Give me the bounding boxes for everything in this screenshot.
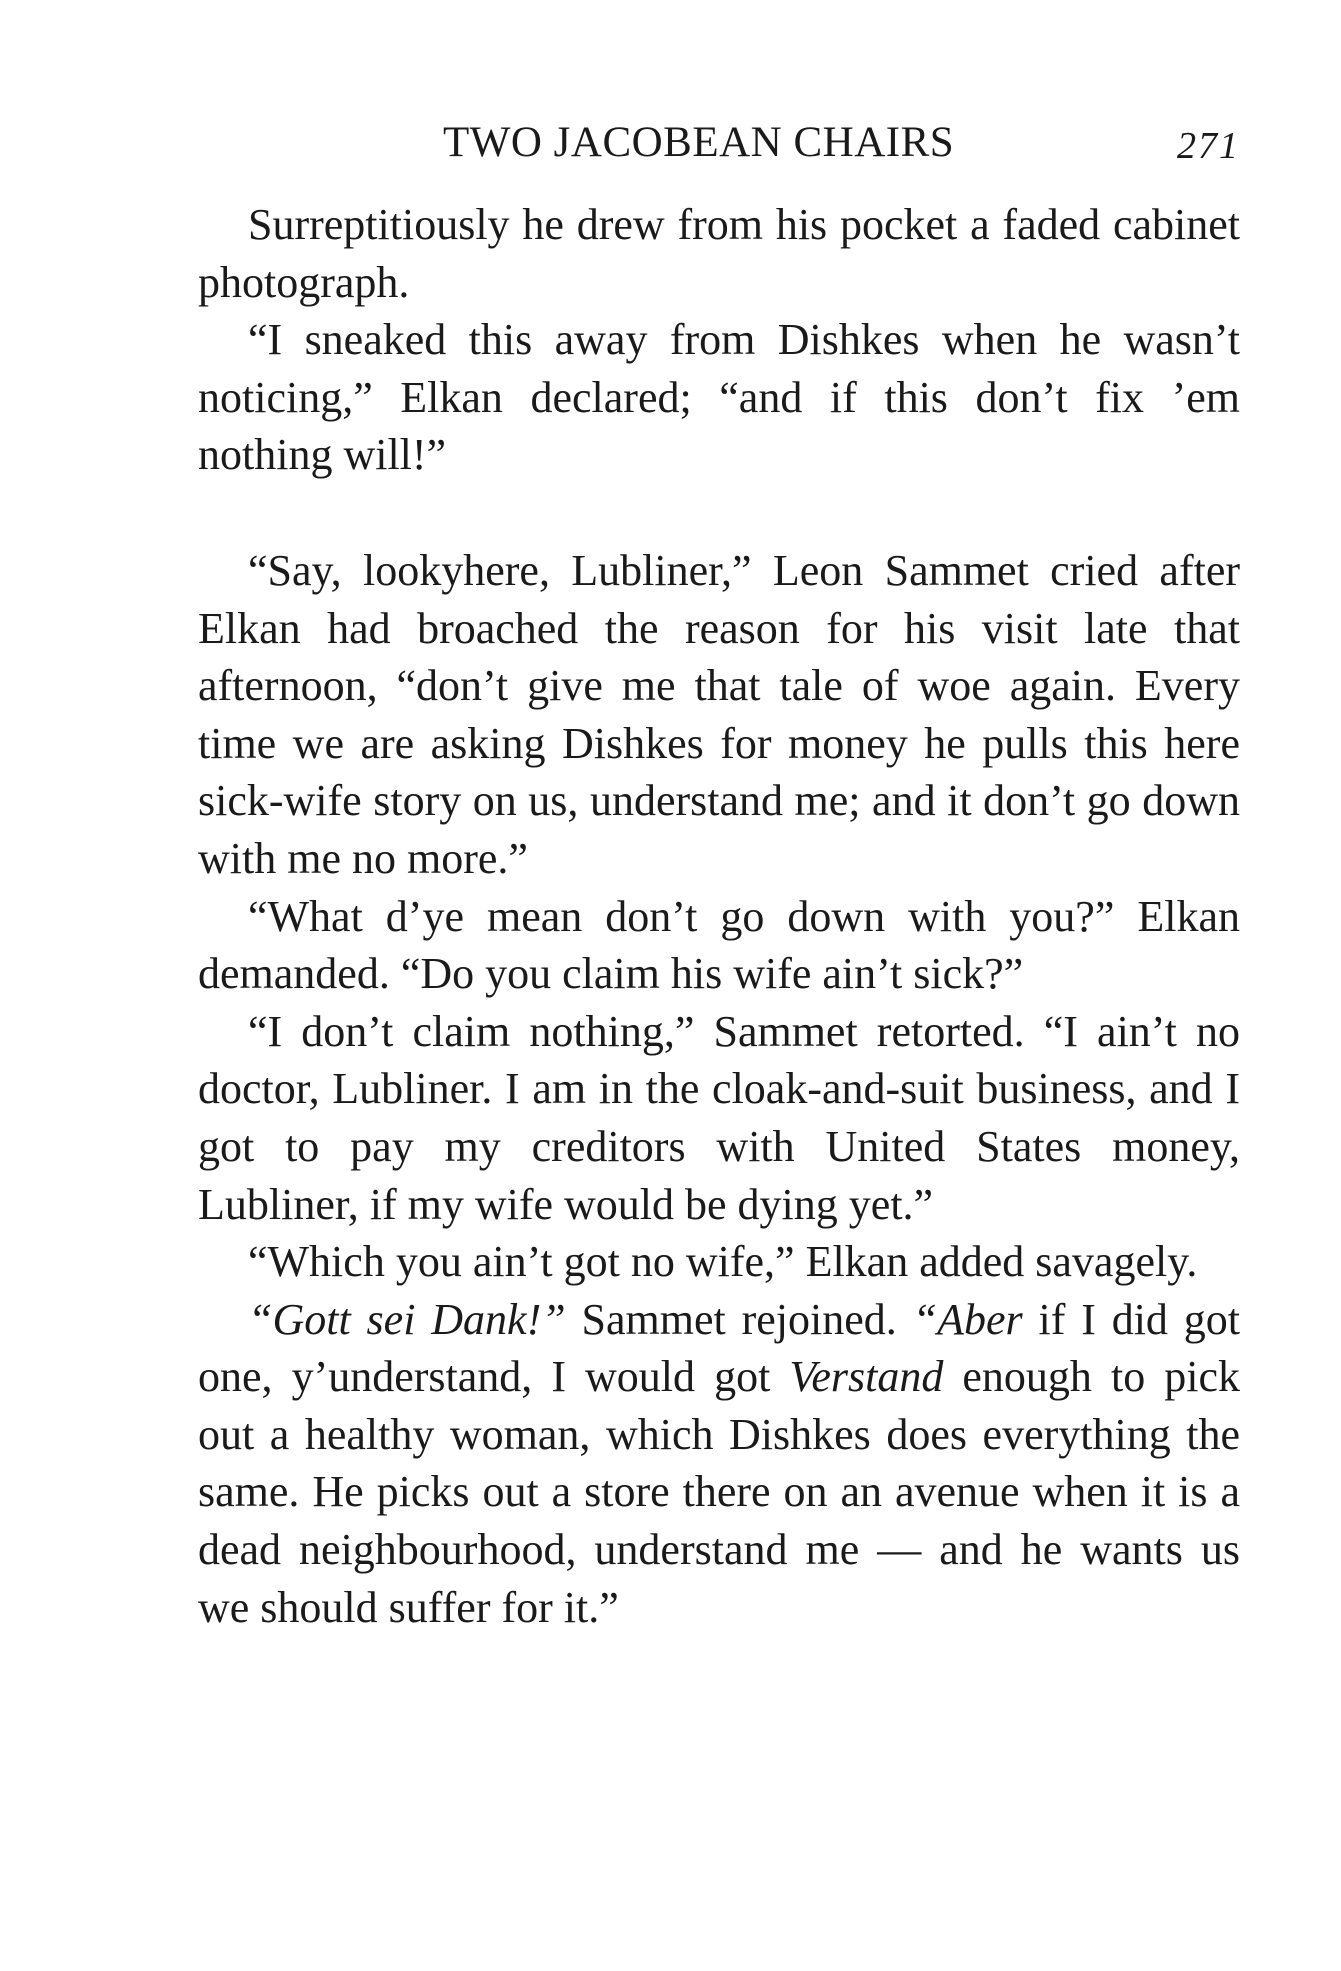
- paragraph-2: “I sneaked this away from Dishkes when he wasn’t noticing,” Elkan declared; “and if this don’t fix ’em nothing will!”: [198, 315, 1240, 480]
- italic-word-aber: “Aber: [912, 1294, 1023, 1344]
- paragraph-1: Surreptitiously he drew from his pocket a faded cabinet photograph.: [198, 200, 1240, 307]
- paragraph-7-text-2: if I did got one, y’understand, I would got: [198, 1294, 1240, 1402]
- paragraph-6: “Which you ain’t got no wife,” Elkan added savagely.: [248, 1237, 1198, 1287]
- italic-word-verstand: Verstand: [789, 1352, 944, 1402]
- paragraph-5: “I don’t claim nothing,” Sammet retorted. “I ain’t no doctor, Lubliner. I am in the cloak-and-suit business, and I got to pay my creditors with United States money, Lubliner, if my wife would be dying yet.”: [198, 1006, 1240, 1229]
- running-title: TWO JACOBEAN CHAIRS: [443, 119, 955, 166]
- paragraph-4: “What d’ye mean don’t go down with you?” Elkan demanded. “Do you claim his wife ain’t sick?”: [198, 891, 1240, 999]
- section-break: [198, 484, 1240, 542]
- paragraph-7-text-1: Sammet rejoined.: [565, 1294, 913, 1344]
- running-head: [200, 118, 1240, 178]
- paragraph-7-text-3: enough to pick out a healthy woman, which Dishkes does everything the same. He picks out a store there on an avenue when it is a dead neighbourhood, understand me — and he wants us we should suffer for it.”: [198, 1352, 1240, 1632]
- paragraph-7: [198, 1291, 1240, 1637]
- italic-phrase-gott-sei-dank: “Gott sei Dank!”: [248, 1294, 566, 1344]
- page-number: 271: [1177, 125, 1240, 167]
- body-text: [198, 196, 1240, 1636]
- paragraph-3: “Say, lookyhere, Lubliner,” Leon Sammet cried after Elkan had broached the reason for his visit late that afternoon, “don’t give me that tale of woe again. Every time we are asking Dishkes for money he pulls this here sick-wife story on us, understand me; and it don’t go down with me no more.”: [198, 545, 1240, 883]
